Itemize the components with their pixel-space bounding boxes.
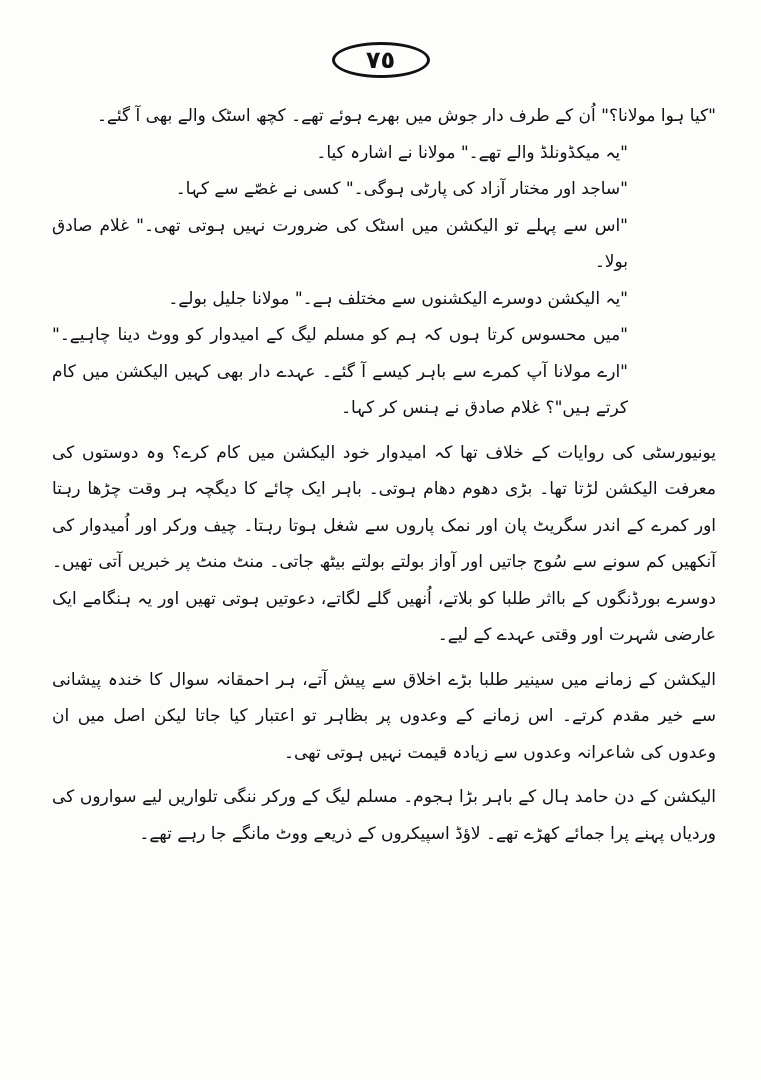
paragraph: "یہ الیکشن دوسرے الیکشنوں سے مختلف ہے۔" مولانا جلیل بولے۔ [168,288,628,309]
paragraph: "میں محسوس کرتا ہوں کہ ہم کو مسلم لیگ کے امیدوار کو ووٹ دینا چاہیے۔" "ارے مولانا آپ کمرے سے باہر کیسے آ گئے۔ عہدے دار بھی کہیں الیکشن میں کام کرتے ہیں"؟ غلام صادق نے ہنس کر کہا۔ [52,325,628,418]
page-number: ٧٥ [365,46,396,74]
page-number-oval [332,42,430,78]
paragraph: یونیورسٹی کی روایات کے خلاف تھا کہ امیدوار خود الیکشن میں کام کرے؟ وہ دوستوں کی معرفت الیکشن لڑتا تھا۔ بڑی دھوم دھام ہوتی۔ باہر ایک چائے کا دیگچہ ہر وقت چڑھا رہتا اور کمرے کے اندر سگریٹ پان اور نمک پاروں سے شغل ہوتا رہتا۔ چیف ورکر اور اُمیدوار کی آنکھیں کم سونے سے سُوج جاتیں اور آواز بولتے بولتے بیٹھ جاتی۔ منٹ منٹ پر خبریں آتی تھیں۔ دوسرے بورڈنگوں کے بااثر طلبا کو بلاتے، اُنھیں گلے لگاتے، دعوتیں ہوتی تھیں اور یہ ہنگامے ایک عارضی شہرت اور وقتی عہدے کے لیے۔ [52,442,716,645]
paragraph: "ساجد اور مختار آزاد کی پارٹی ہوگی۔" کسی نے غصّے سے کہا۔ [175,179,628,199]
paragraph: الیکشن کے زمانے میں سینیر طلبا بڑے اخلاق سے پیش آتے، ہر احمقانہ سوال کا خندہ پیشانی سے خیر مقدم کرتے۔ اس زمانے کے وعدوں پر بظاہر تو اعتبار کیا جاتا لیکن اصل میں ان وعدوں کی شاعرانہ وعدوں سے زیادہ قیمت نہیں ہوتی تھی۔ [52,669,716,763]
page-body [52,98,716,852]
paragraph: "کیا ہوا مولانا؟" اُن کے طرف دار جوش میں بھرے ہوئے تھے۔ کچھ اسٹک والے بھی آ گئے۔ [96,106,716,126]
paragraph: "اس سے پہلے تو الیکشن میں اسٹک کی ضرورت نہیں ہوتی تھی۔" غلام صادق بولا۔ [52,215,628,272]
paragraph: الیکشن کے دن حامد ہال کے باہر بڑا ہجوم۔ مسلم لیگ کے ورکر ننگی تلواریں لیے سواروں کی وردیاں پہنے پرا جمائے کھڑے تھے۔ لاؤڈ اسپیکروں کے ذریعے ووٹ مانگے جا رہے تھے۔ [52,787,716,844]
paragraph: "یہ میکڈونلڈ والے تھے۔" مولانا نے اشارہ کیا۔ [316,142,628,163]
